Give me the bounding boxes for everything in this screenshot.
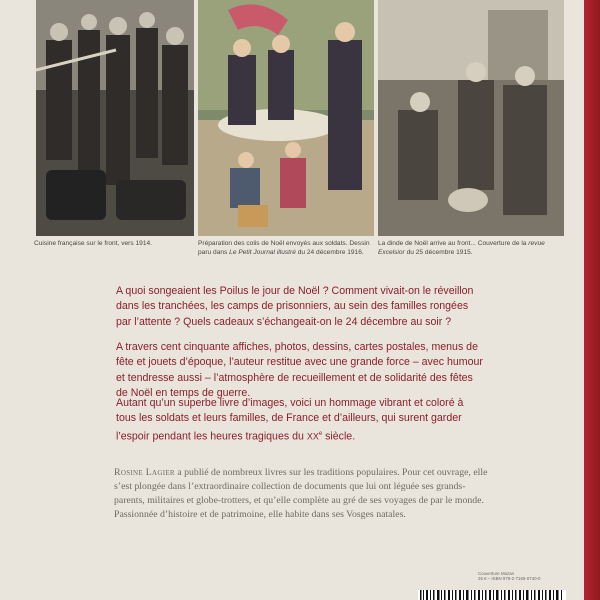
blurb-paragraph-3: Autant qu’un superbe livre d’images, voici un hommage vibrant et coloré à tous les soldats et leurs familles, de France et d’ailleurs, qui surent garder l’espoir pendant les heures tragiques du XXe siècle. [116, 397, 464, 443]
author-bio: Rosine Lagier a publié de nombreux livres sur les traditions populaires. Pour cet ouvrage, elle s’est plongée dans l’extraordinaire collection de documents que lui ont léguée ses grands-parents, militaires et globe-trotters, et qu’elle complète au gré de ses voyages de par le monde. Passionnée d’histoire et de patrimoine, elle habite dans ses Vosges natales. [114, 467, 488, 520]
spine-edge [584, 0, 600, 600]
caption-christmas-turkey: La dinde de Noël arrive au front... Couverture de la revue Excelsior du 25 décembre 1915. [378, 240, 545, 256]
illustration-christmas-parcels [198, 0, 374, 236]
photo-field-kitchen [36, 0, 194, 236]
barcode [418, 590, 566, 600]
publisher-info: Couverture Mazan 25 € – ISBN 978-2-7165-0740-0 [478, 571, 541, 582]
caption-field-kitchen: Cuisine française sur le front, vers 1914. [34, 240, 153, 247]
blurb-paragraph-1: A quoi songeaient les Poilus le jour de Noël ? Comment vivait-on le réveillon dans les tranchées, les camps de prisonniers, au sein des familles rongées par l’attente ? Quels cadeaux s’échangeait-on le 24 décembre au soir ? [116, 285, 474, 328]
blurb-paragraph-2: A travers cent cinquante affiches, photos, dessins, cartes postales, menus de fête et jouets d’époque, l’auteur restitue avec une grande force – avec humour et tendresse aussi – l’atmosphère de recueillement et de solidarité des fêtes de Noël en temps de guerre. [116, 341, 483, 400]
author-name: Rosine Lagier [114, 467, 175, 478]
caption-christmas-parcels: Préparation des colis de Noël envoyés aux soldats. Dessin paru dans Le Petit Journal illustré du 24 décembre 1916. [198, 240, 370, 256]
photo-christmas-turkey [378, 0, 564, 236]
